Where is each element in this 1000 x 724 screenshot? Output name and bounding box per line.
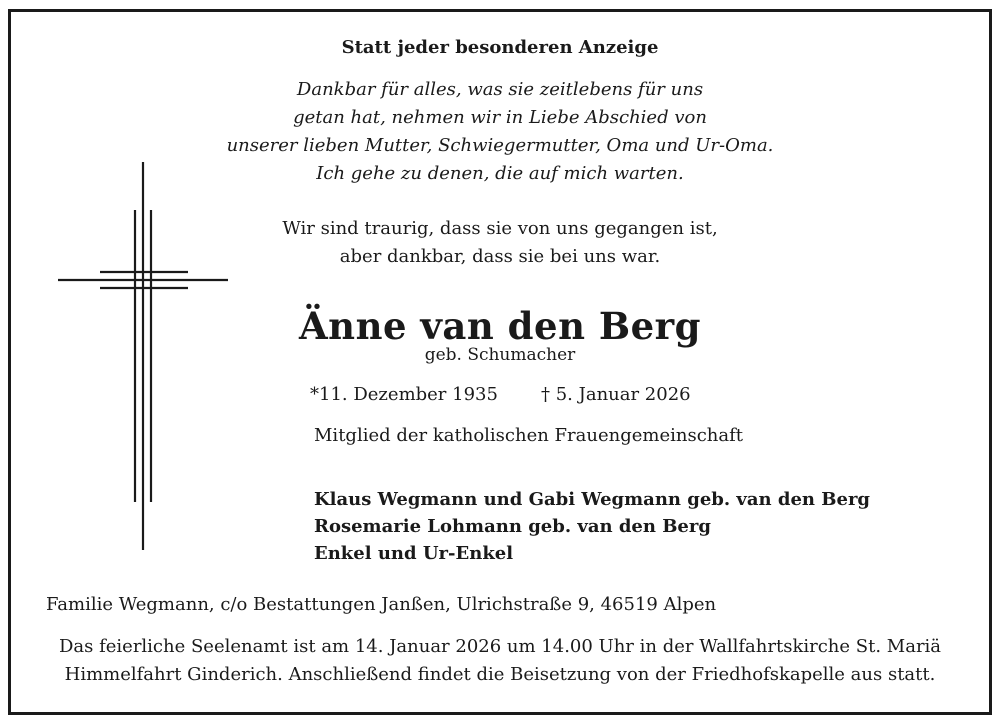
poem-line: Ich gehe zu denen, die auf mich warten. [316,163,684,184]
statement-line: Wir sind traurig, dass sie von uns gegangen ist, [282,218,718,239]
birth-date: *11. Dezember 1935 [310,384,498,405]
poem-line: unserer lieben Mutter, Schwiegermutter, Oma und Ur-Oma. [226,135,774,156]
service-line: Das feierliche Seelenamt ist am 14. Januar 2026 um 14.00 Uhr in der Wallfahrtskirche St. Mariä [58,636,942,657]
maiden-name: geb. Schumacher [424,345,576,365]
poem-verse [0,76,1000,188]
statement-line: aber dankbar, dass sie bei uns war. [339,246,661,267]
family-address: Familie Wegmann, c/o Bestattungen Janßen, Ulrichstraße 9, 46519 Alpen [46,594,717,615]
mourner-line: Enkel und Ur-Enkel [314,543,514,564]
mourning-statement [0,215,1000,271]
poem-line: getan hat, nehmen wir in Liebe Abschied von [293,107,707,128]
deceased-name: Änne van den Berg [298,304,702,348]
service-details [0,633,1000,689]
mourners-list [314,486,870,567]
service-line: Himmelfahrt Ginderich. Anschließend findet die Beisetzung von der Friedhofskapelle aus statt. [64,664,936,685]
death-date: † 5. Januar 2026 [541,384,691,405]
membership-line: Mitglied der katholischen Frauengemeinschaft [314,425,743,446]
mourner-line: Klaus Wegmann und Gabi Wegmann geb. van den Berg [314,489,871,510]
mourner-line: Rosemarie Lohmann geb. van den Berg [314,516,711,537]
notice-heading: Statt jeder besonderen Anzeige [341,37,659,58]
poem-line: Dankbar für alles, was sie zeitlebens für uns [296,79,704,100]
